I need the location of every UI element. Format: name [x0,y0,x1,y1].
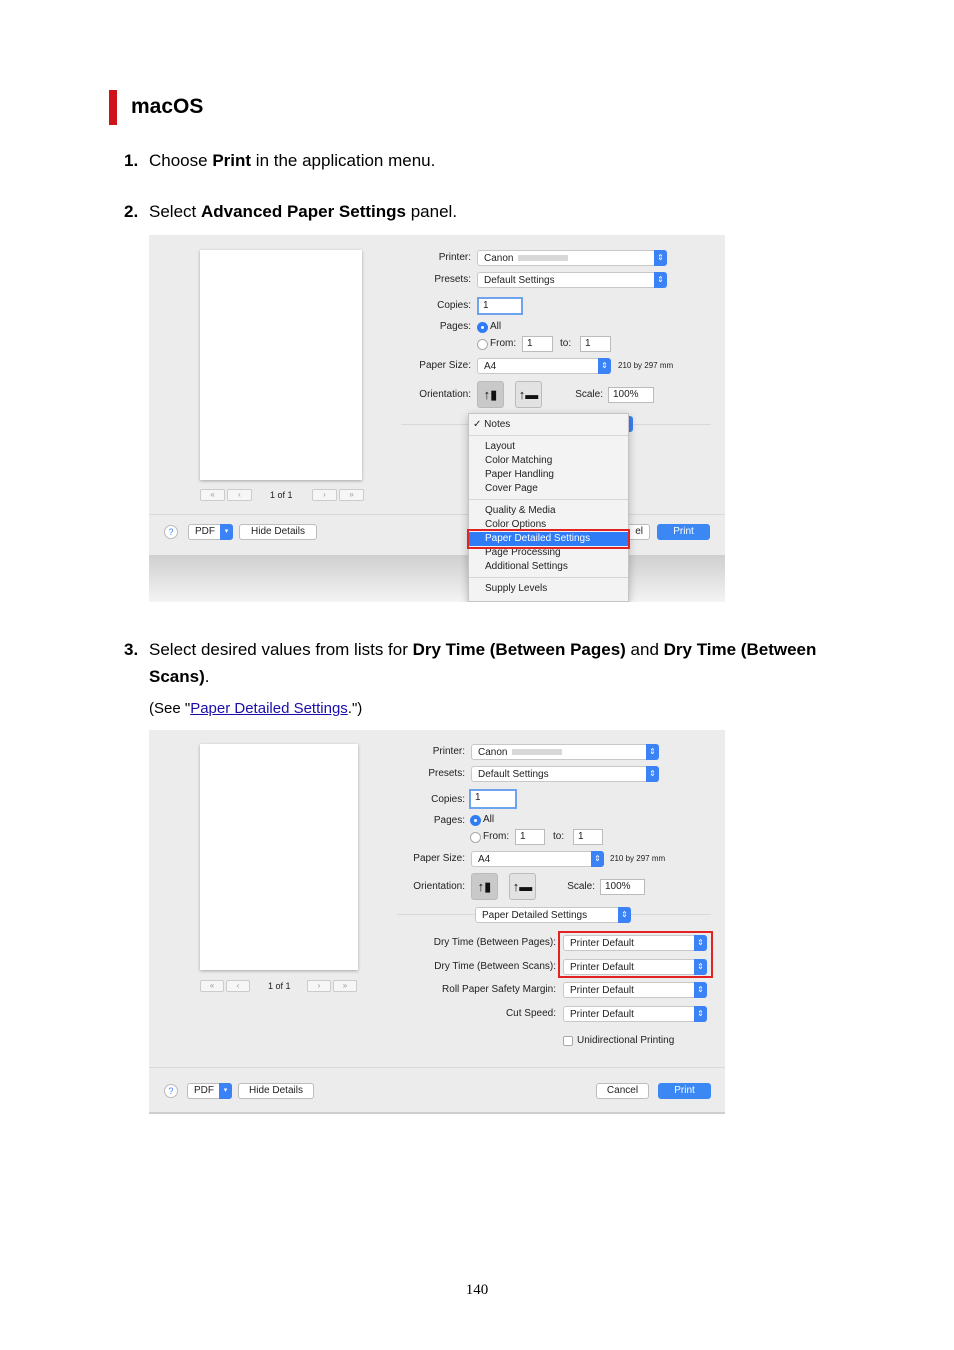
pages-all-radio[interactable] [470,815,481,826]
divider [149,514,725,515]
step-text: Select desired values from lists for [149,640,413,659]
paper-size-select[interactable] [471,851,604,867]
heading-accent-bar [109,90,117,125]
next-page-button[interactable]: › [307,980,331,992]
dry-time-scans-value: Printer Default [570,962,634,973]
paper-size-select[interactable] [477,358,611,374]
scale-label: Scale: [567,881,595,892]
printer-value: Canon [484,253,514,264]
chevron-updown-icon: ⇕ [694,982,707,998]
section-heading: macOS [131,95,204,118]
from-input[interactable]: 1 [522,336,553,352]
to-input[interactable]: 1 [580,336,611,352]
step-bold: Advanced Paper Settings [200,202,406,221]
paper-size-value: A4 [484,361,497,372]
cut-speed-select[interactable] [563,1006,707,1022]
paper-size-label: Paper Size: [413,853,465,864]
menu-item-additional-settings[interactable]: Additional Settings [485,561,568,572]
cancel-button[interactable]: el [604,524,650,540]
step-text: panel. [406,202,458,221]
print-button[interactable]: Print [657,524,710,540]
red-highlight-box [467,529,630,549]
copies-input[interactable]: 1 [477,297,523,315]
roll-paper-margin-label: Roll Paper Safety Margin: [442,984,556,995]
last-page-button[interactable]: » [333,980,357,992]
from-label: From: [490,338,517,349]
portrait-orientation-icon[interactable]: ↑▮ [471,873,498,900]
copies-label: Copies: [437,300,471,311]
chevron-updown-icon: ⇕ [654,250,667,266]
scale-input[interactable]: 100% [600,879,645,895]
paper-dimensions: 210 by 297 mm [618,361,674,370]
page-count: 1 of 1 [270,490,293,500]
chevron-updown-icon: ⇕ [654,272,667,288]
menu-separator [469,435,628,436]
portrait-orientation-icon[interactable]: ↑▮ [477,381,504,408]
redacted-model [512,749,562,755]
help-button[interactable]: ? [164,1084,178,1098]
roll-paper-margin-value: Printer Default [570,985,634,996]
printer-select[interactable] [477,250,667,266]
last-page-button[interactable]: » [339,489,364,501]
step-bold: Print [212,151,252,170]
help-button[interactable]: ? [164,525,178,539]
pages-all-radio[interactable] [477,322,488,333]
step-text: . [204,667,210,686]
print-button[interactable]: Print [658,1083,711,1099]
pdf-menu-button[interactable] [188,524,233,540]
pdf-menu-button[interactable] [187,1083,232,1099]
landscape-orientation-icon[interactable]: ↑▬ [509,873,536,900]
printer-value: Canon [478,747,508,758]
cancel-button[interactable]: Cancel [596,1083,649,1099]
chevron-updown-icon: ⇕ [646,766,659,782]
dry-time-pages-value: Printer Default [570,938,634,949]
menu-item-color-matching[interactable]: Color Matching [485,455,553,466]
pages-all-label: All [483,814,495,825]
chevron-down-icon: ▾ [219,1083,232,1099]
landscape-orientation-icon[interactable]: ↑▬ [515,381,542,408]
page-preview [200,250,362,480]
prev-page-button[interactable]: ‹ [226,980,250,992]
step-text: Select [149,202,201,221]
divider [149,1067,725,1068]
step-bold: Dry Time (Between Pages) [412,640,626,659]
copies-label: Copies: [431,794,465,805]
presets-select[interactable] [477,272,667,288]
chevron-updown-icon: ⇕ [694,935,707,951]
pdf-label: PDF [194,1085,214,1096]
chevron-updown-icon: ⇕ [694,959,707,975]
paper-size-label: Paper Size: [419,360,471,371]
from-label: From: [483,831,510,842]
presets-label: Presets: [428,768,465,779]
first-page-button[interactable]: « [200,489,225,501]
chevron-down-icon: ▾ [220,524,233,540]
step-text: and [625,640,664,659]
step-number: 3. [124,640,139,659]
cut-speed-label: Cut Speed: [505,1008,556,1019]
chevron-updown-icon: ⇕ [618,907,631,923]
see-note [149,700,362,717]
menu-separator [469,499,628,500]
print-dialog-screenshot-1 [149,235,725,602]
menu-separator [469,577,628,578]
hide-details-button[interactable]: Hide Details [239,524,317,540]
step-number: 2. [124,202,139,221]
redacted-model [518,255,568,261]
menu-item-layout[interactable]: Layout [485,441,516,452]
page-number: 140 [465,1282,489,1298]
menu-item-cover-page[interactable]: Cover Page [485,483,538,494]
chevron-updown-icon: ⇕ [591,851,604,867]
to-label: to: [553,831,565,842]
from-input[interactable]: 1 [515,829,545,845]
see-note-text: .") [347,700,363,717]
menu-item-notes[interactable]: ✓ Notes [473,419,511,430]
paper-size-value: A4 [478,854,491,865]
menu-item-supply-levels[interactable]: Supply Levels [485,583,548,594]
page-preview [200,744,358,970]
printer-select[interactable] [471,744,659,760]
pages-from-radio[interactable] [470,832,481,843]
page-count: 1 of 1 [268,981,291,991]
menu-item-color-options[interactable]: Color Options [485,519,547,530]
chevron-updown-icon: ⇕ [646,744,659,760]
step-number: 1. [124,151,139,170]
first-page-button[interactable]: « [200,980,224,992]
scale-input[interactable]: 100% [608,387,654,403]
to-label: to: [560,338,572,349]
window-shadow-area [149,555,725,602]
paper-detailed-settings-link[interactable]: Paper Detailed Settings [190,700,348,717]
chevron-updown-icon: ⇕ [598,358,611,374]
panel-value: Paper Detailed Settings [482,910,588,921]
hide-details-button[interactable]: Hide Details [238,1083,314,1099]
chevron-updown-icon: ⇕ [694,1006,707,1022]
step-1 [124,147,435,174]
step-text: in the application menu. [251,151,436,170]
roll-paper-margin-select[interactable] [563,982,707,998]
pages-label: Pages: [433,815,465,826]
printer-label: Printer: [438,252,471,263]
menu-item-paper-detailed-settings[interactable]: Paper Detailed Settings [485,533,591,544]
presets-value: Default Settings [478,769,549,780]
orientation-label: Orientation: [413,881,465,892]
step-bold: Dry Time (Between Scans) [149,640,817,686]
pages-label: Pages: [439,321,471,332]
presets-value: Default Settings [484,275,555,286]
panel-select[interactable] [475,907,631,923]
copies-input[interactable]: 1 [469,789,517,809]
pages-all-label: All [490,321,502,332]
paper-dimensions: 210 by 297 mm [610,854,666,863]
step-text: Choose [149,151,213,170]
dry-time-pages-label: Dry Time (Between Pages): [433,937,556,948]
scale-label: Scale: [575,389,603,400]
prev-page-button[interactable]: ‹ [227,489,252,501]
presets-select[interactable] [471,766,659,782]
menu-item-page-processing[interactable]: Page Processing [485,547,561,558]
red-highlight-box [558,931,713,978]
menu-item-paper-handling[interactable]: Paper Handling [485,469,554,480]
print-dialog-screenshot-2 [149,730,725,1114]
cut-speed-value: Printer Default [570,1009,634,1020]
step-3 [124,636,864,690]
see-note-text: (See " [149,700,191,717]
window-bottom-edge [149,1112,725,1114]
orientation-label: Orientation: [419,389,471,400]
printer-label: Printer: [432,746,465,757]
presets-label: Presets: [434,274,471,285]
unidirectional-checkbox[interactable] [563,1036,573,1046]
pages-from-radio[interactable] [477,339,488,350]
next-page-button[interactable]: › [312,489,337,501]
to-input[interactable]: 1 [573,829,603,845]
pdf-label: PDF [195,526,215,537]
menu-item-quality-media[interactable]: Quality & Media [485,505,556,516]
step-2 [124,198,457,225]
dry-time-scans-label: Dry Time (Between Scans): [434,961,556,972]
unidirectional-label: Unidirectional Printing [577,1035,675,1046]
panel-dropdown-menu [468,413,629,602]
